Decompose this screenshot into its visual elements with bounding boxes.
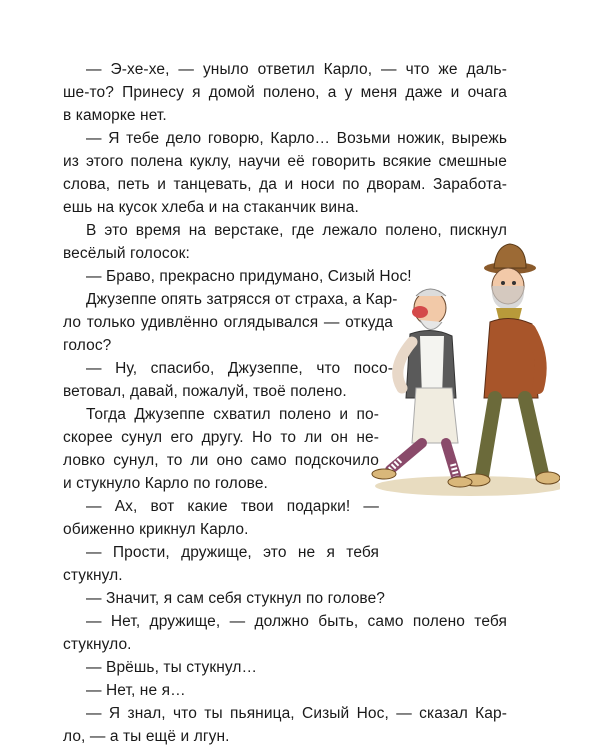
text-line: стукнуло. (63, 636, 132, 653)
text-line: — Нет, не я… (86, 682, 186, 699)
text-line: ло, — а ты ещё и лгун. (63, 728, 230, 745)
text-line: В это время на верстаке, где лежало полено, пискнул (86, 222, 507, 239)
text-line: в каморке нет. (63, 107, 167, 124)
text-line: — Ну, спасибо, Джузеппе, что посо- (86, 360, 393, 377)
text-line: — Браво, прекрасно придумано, Сизый Нос! (86, 268, 412, 285)
text-line: — Врёшь, ты стукнул… (86, 659, 258, 676)
text-line: ешь на кусок хлеба и на стаканчик вина. (63, 199, 359, 216)
text-line: Тогда Джузеппе схватил полено и по- (86, 406, 379, 423)
text-line: — Я тебе дело говорю, Карло… Возьми ножик, вырежь (86, 130, 507, 147)
text-line: ловко сунул, то ли оно само подскочило (63, 452, 379, 469)
carlo-figure (462, 244, 560, 486)
text-line: скорее сунул его другу. Но то ли он не- (63, 429, 379, 446)
text-line: — Я знал, что ты пьяница, Сизый Нос, — сказал Кар- (86, 705, 507, 722)
text-line: голос? (63, 337, 112, 354)
text-line: и стукнуло Карло по голове. (63, 475, 268, 492)
text-line: — Значит, я сам себя стукнул по голове? (86, 590, 386, 607)
text-line: стукнул. (63, 567, 123, 584)
giuseppe-figure (372, 289, 472, 487)
text-line: из этого полена куклу, научи её говорить всякие смешные (63, 153, 507, 170)
illustration-carlo-giuseppe (360, 238, 560, 500)
text-line: — Э-хе-хе, — уныло ответил Карло, — что же даль- (86, 61, 507, 78)
text-line: — Прости, дружище, это не я тебя (86, 544, 379, 561)
text-line: слова, петь и танцевать, да и носи по дворам. Заработа- (63, 176, 507, 193)
text-line: Джузеппе опять затрясся от страха, а Кар- (86, 291, 398, 308)
text-line: обиженно крикнул Карло. (63, 521, 249, 538)
text-line: — Нет, дружище, — должно быть, само полено тебя (86, 613, 507, 630)
text-line: ло только удивлённо оглядывался — откуда (63, 314, 393, 331)
text-line: — Ах, вот какие твои подарки! — (86, 498, 379, 515)
text-line: весёлый голосок: (63, 245, 190, 262)
text-line: ветовал, давай, пожалуй, твоё полено. (63, 383, 347, 400)
text-line: ше-то? Принесу я домой полено, а у меня даже и очага (63, 84, 507, 101)
